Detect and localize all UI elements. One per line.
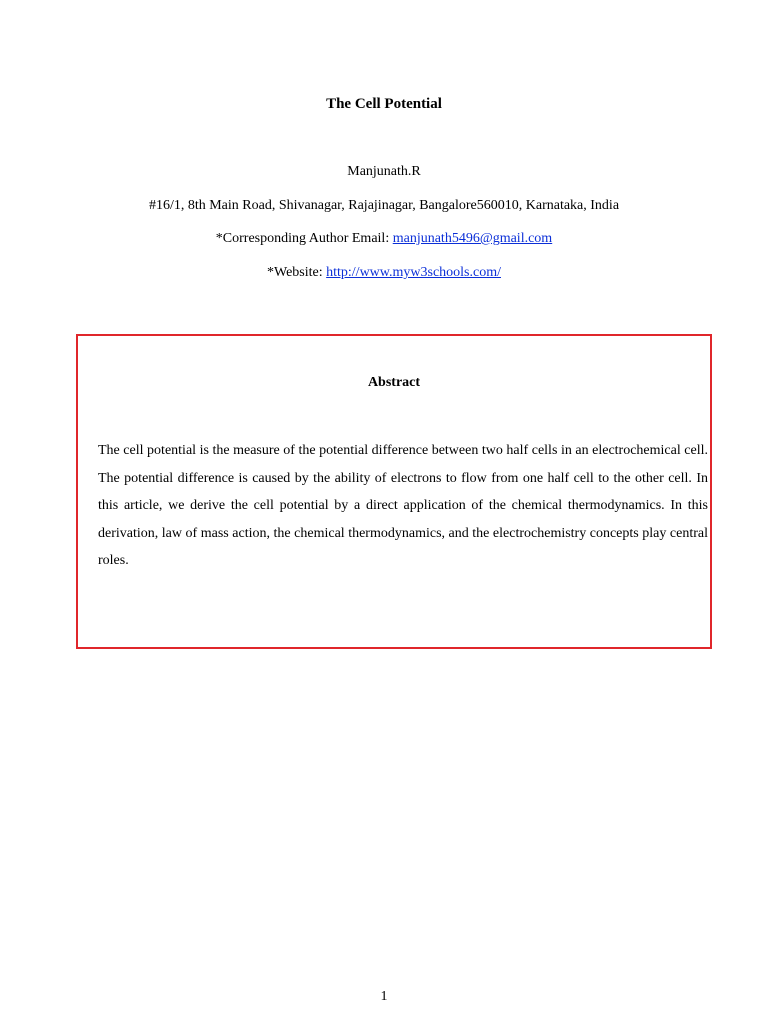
website-label: *Website: — [266, 265, 327, 280]
page-number: 1 — [380, 989, 388, 1004]
website-line — [0, 264, 768, 282]
abstract-heading: Abstract — [367, 375, 421, 390]
author-name: Manjunath.R — [347, 164, 421, 179]
email-link[interactable]: manjunath5496@gmail.com — [392, 231, 553, 246]
abstract-box — [76, 334, 712, 649]
email-label: *Corresponding Author Email: — [215, 231, 393, 246]
author-address: #16/1, 8th Main Road, Shivanagar, Rajajinagar, Bangalore560010, Karnataka, India — [148, 198, 620, 213]
email-line — [0, 230, 768, 248]
abstract-text: The cell potential is the measure of the potential difference between two half cells in an electrochemical cell. The potential difference is caused by the ability of electrons to flow from one half cell to the other cell. In this article, we derive the cell potential by a direct application of the chemical thermodynamics. In this derivation, law of mass action, the chemical thermodynamics, and the electrochemistry concepts play central roles. — [98, 443, 708, 568]
website-link[interactable]: http://www.myw3schools.com/ — [326, 265, 501, 280]
paper-title: The Cell Potential — [326, 96, 442, 112]
